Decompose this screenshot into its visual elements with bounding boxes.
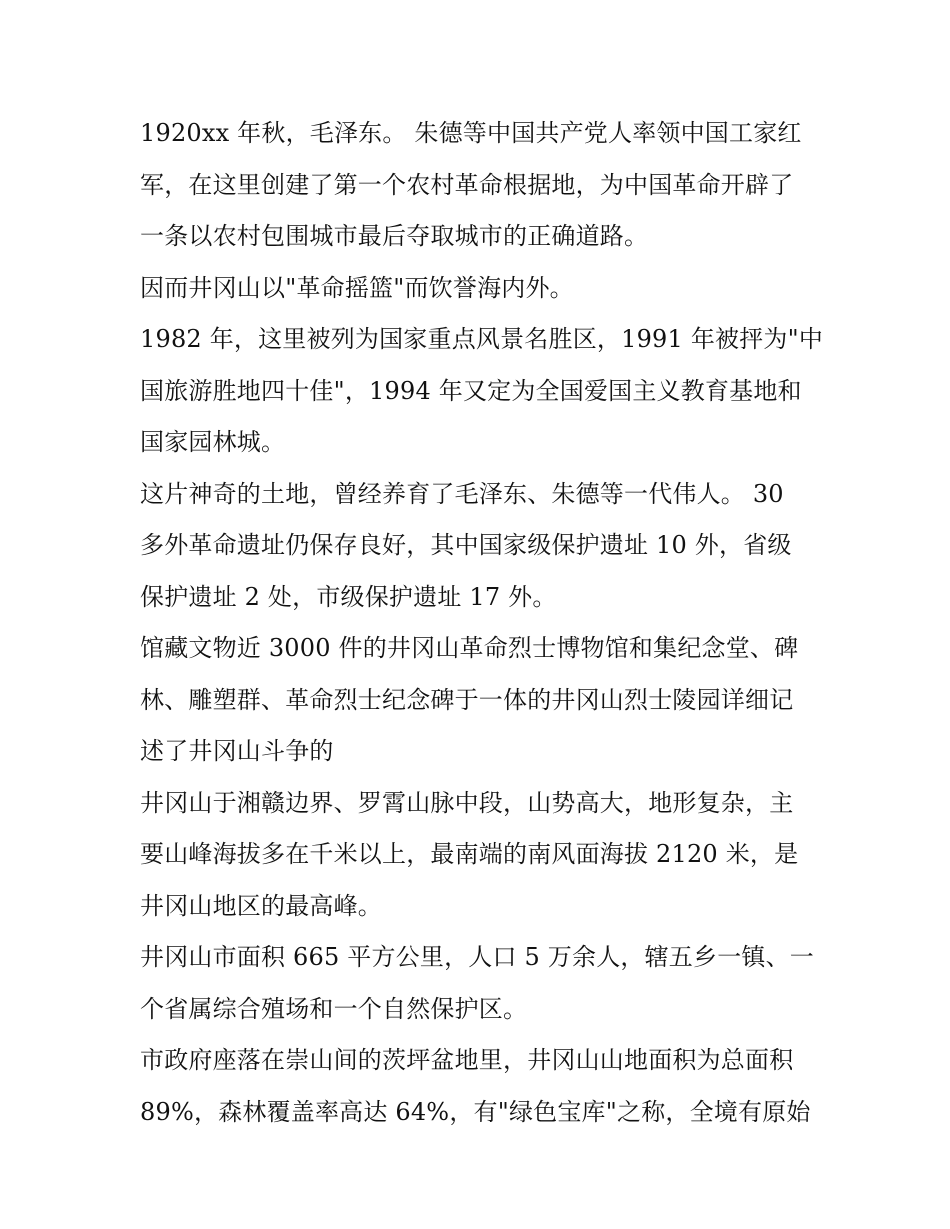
text-line: 述了井冈山斗争的: [140, 737, 334, 765]
text-line: 多外革命遗址仍保存良好，其中国家级保护遗址 10 外，省级: [140, 531, 792, 559]
paragraph-5: [140, 623, 820, 778]
text-line: 井冈山地区的最高峰。: [140, 891, 382, 920]
text-line: 个省属综合殖场和一个自然保护区。: [140, 994, 528, 1023]
paragraph-4: [140, 469, 820, 624]
text-line: 一条以农村包围城市最后夺取城市的正确道路。: [140, 222, 649, 250]
text-line: 井冈山市面积 665 平方公里，人口 5 万余人，辖五乡一镇、一: [140, 943, 814, 971]
text-line: 因而井冈山以"革命摇篮"而饮誉海内外。: [140, 273, 574, 302]
text-line: 要山峰海拔多在千米以上，最南端的南风面海拔 2120 米，是: [140, 840, 799, 868]
text-line: 林、雕塑群、革命烈士纪念碑于一体的井冈山烈士陵园详细记: [140, 685, 794, 714]
text-line: 市政府座落在崇山间的茨坪盆地里，井冈山山地面积为总面积: [140, 1046, 794, 1074]
text-line: 保护遗址 2 处，市级保护遗址 17 外。: [140, 582, 557, 611]
paragraph-3: [140, 314, 824, 469]
paragraph-7: [140, 932, 820, 1035]
paragraph-6: [140, 778, 820, 933]
text-line: 1982 年，这里被列为国家重点风景名胜区，1991 年被抨为"中: [140, 325, 824, 353]
text-line: 国旅游胜地四十佳"，1994 年又定为全国爱国主义教育基地和: [140, 376, 802, 405]
paragraph-8: [140, 1035, 820, 1138]
text-line: 国家园林城。: [140, 428, 286, 456]
text-line: 馆藏文物近 3000 件的井冈山革命烈士博物馆和集纪念堂、碑: [140, 634, 799, 662]
text-line: 89%，森林覆盖率高达 64%，有"绿色宝库"之称，全境有原始: [140, 1097, 811, 1126]
paragraph-2: [140, 263, 820, 315]
paragraph-1: [140, 108, 820, 263]
text-line: 1920xx 年秋，毛泽东。 朱德等中国共产党人率领中国工家红: [140, 119, 802, 147]
text-line: 军，在这里创建了第一个农村革命根据地，为中国革命开辟了: [140, 170, 794, 199]
text-line: 井冈山于湘赣边界、罗霄山脉中段，山势高大，地形复杂，主: [140, 788, 794, 817]
text-line: 这片神奇的土地，曾经养育了毛泽东、朱德等一代伟人。 30: [140, 479, 784, 508]
document-body: [140, 108, 824, 1138]
